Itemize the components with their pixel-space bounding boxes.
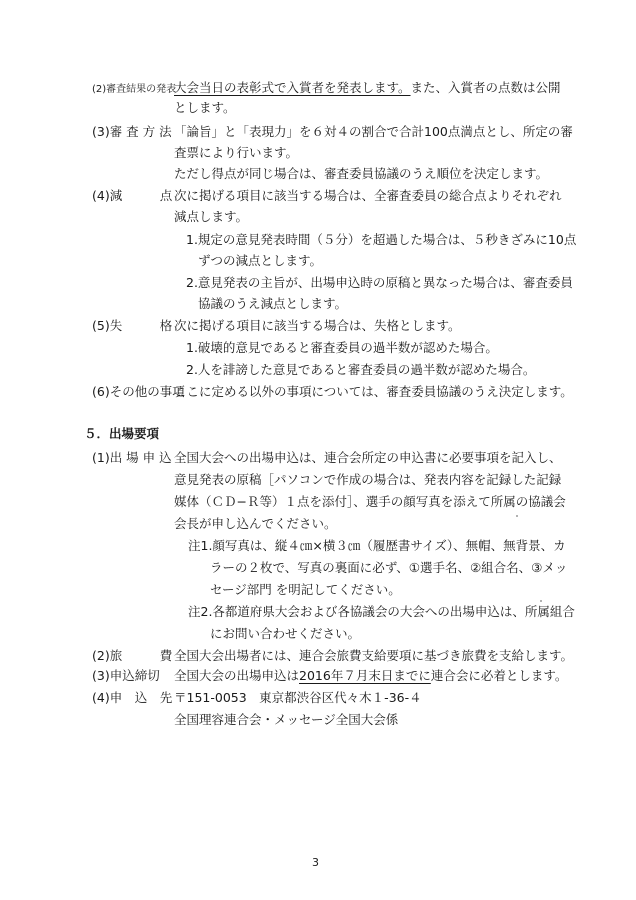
announce-line-1 (174, 80, 561, 96)
note-1-line-1: 注1.顔写真は、縦４㎝×横３㎝（履歴書サイズ）、無帽、無背景、カ (188, 538, 566, 553)
announce-line-2: とします。 (174, 100, 236, 115)
deadline-before-text: 全国大会の出場申込は (174, 668, 300, 683)
disqualify-label: (5)失 格 (92, 318, 173, 333)
deadline-underlined-text: 2016年７月末日までに (299, 668, 431, 683)
travel-label: (2)旅 費 (92, 648, 173, 663)
method-line-2: 査票により行います。 (174, 145, 299, 160)
note-2-line-2: にお問い合わせください。 (210, 626, 361, 641)
apply-line-3: 媒体（ＣＤ−Ｒ等）１点を添付］、選手の顔写真を添えて所属の協議会 (174, 494, 566, 509)
announce-rest-text: また、入賞者の点数は公開 (410, 80, 561, 95)
deduction-line-2: 減点します。 (174, 209, 249, 224)
apply-line-1: 全国大会への出場申込は、連合会所定の申込書に必要事項を記入し、 (174, 450, 562, 465)
page-number: 3 (312, 856, 319, 869)
note-1-line-3: セージ部門 を明記してください。 (210, 582, 401, 597)
deduction-line-1: 次に掲げる項目に該当する場合は、全審査委員の総合点よりそれぞれ (174, 188, 562, 203)
disqualify-line-1: 次に掲げる項目に該当する場合は、失格とします。 (174, 318, 461, 333)
section-heading: ５．出場要項 (84, 426, 160, 441)
announce-underlined-text: 大会当日の表彰式で入賞者を発表します。 (174, 80, 411, 95)
other-label: (6)その他の事項 (92, 384, 185, 399)
other-line-1: ここに定める以外の事項については、審査委員協議のうえ決定します。 (174, 384, 573, 399)
deduction-item-1-line-2: ずつの減点とします。 (198, 253, 323, 268)
scan-speck (540, 600, 542, 602)
disqualify-item-1: 1.破壊的意見であると審査委員の過半数が認めた場合。 (186, 340, 498, 355)
address-line-2: 全国理容連合会・メッセージ全国大会係 (174, 712, 399, 727)
deduction-item-2-line-2: 協議のうえ減点とします。 (198, 296, 348, 311)
travel-line-1: 全国大会出場者には、連合会旅費支給要項に基づき旅費を支給します。 (174, 648, 574, 663)
announce-label: (2)審査結果の発表 (92, 84, 177, 95)
scan-speck (516, 515, 518, 517)
note-1-line-2: ラーの２枚で、写真の裏面に必ず、①選手名、②組合名、③メッ (210, 560, 568, 575)
deduction-label: (4)減 点 (92, 188, 173, 203)
method-line-3: ただし得点が同じ場合は、審査委員協議のうえ順位を決定します。 (174, 166, 549, 181)
deduction-item-1-line-1: 1.規定の意見発表時間（５分）を超過した場合は、５秒きざみに10点 (186, 232, 577, 247)
deadline-label: (3)申込締切 (92, 668, 160, 683)
deadline-after-text: 連合会に必着とします。 (430, 668, 568, 683)
deduction-item-2-line-1: 2.意見発表の主旨が、出場申込時の原稿と異なった場合は、審査委員 (186, 275, 573, 290)
apply-line-2: 意見発表の原稿［パソコンで作成の場合は、発表内容を記録した記録 (174, 472, 562, 487)
method-label: (3)審 査 方 法 (92, 124, 172, 139)
apply-line-4: 会長が申し込んでください。 (174, 516, 337, 531)
note-2-line-1: 注2.各都道府県大会および各協議会の大会への出場申込は、所属組合 (188, 604, 575, 619)
address-label: (4)申 込 先 (92, 690, 173, 705)
disqualify-item-2: 2.人を誹謗した意見であると審査委員の過半数が認めた場合。 (186, 362, 536, 377)
deadline-line-1 (174, 668, 567, 684)
apply-label: (1)出 場 申 込 (92, 450, 172, 465)
address-line-1: 〒151-0053 東京都渋谷区代々木１-36-４ (174, 690, 422, 705)
method-line-1: 「論旨」と「表現力」を６対４の割合で合計100点満点とし、所定の審 (174, 124, 573, 139)
